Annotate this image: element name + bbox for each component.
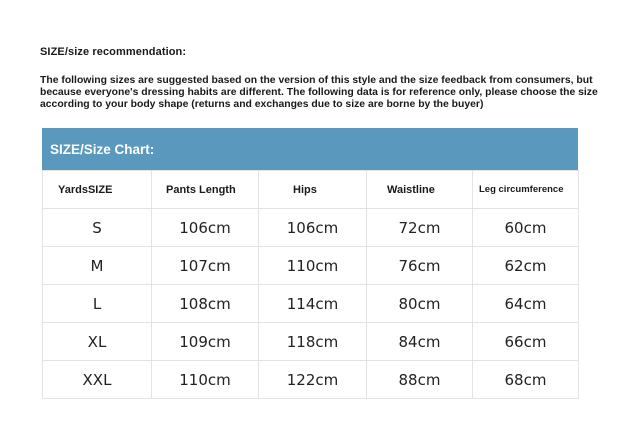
waistline-cell: 76cm <box>367 247 473 285</box>
waistline-cell: 84cm <box>367 323 473 361</box>
table-row <box>43 247 579 285</box>
hips-cell: 106cm <box>259 209 367 247</box>
recommendation-heading: SIZE/size recommendation: <box>40 46 187 58</box>
size-cell: L <box>43 285 152 323</box>
leg-circumference-cell: 60cm <box>473 209 579 247</box>
size-table-header-row <box>43 171 579 209</box>
size-table <box>42 170 579 399</box>
hips-cell: 110cm <box>259 247 367 285</box>
hips-cell: 122cm <box>259 361 367 399</box>
waistline-cell: 72cm <box>367 209 473 247</box>
leg-circumference-cell: 68cm <box>473 361 579 399</box>
pants-length-cell: 106cm <box>152 209 259 247</box>
column-header-waistline: Waistline <box>367 171 473 209</box>
column-header-hips: Hips <box>259 171 367 209</box>
leg-circumference-cell: 66cm <box>473 323 579 361</box>
pants-length-cell: 108cm <box>152 285 259 323</box>
leg-circumference-cell: 62cm <box>473 247 579 285</box>
column-header-size: YardsSIZE <box>43 171 152 209</box>
waistline-cell: 80cm <box>367 285 473 323</box>
table-row <box>43 285 579 323</box>
size-cell: XXL <box>43 361 152 399</box>
recommendation-text: The following sizes are suggested based on the version of this style and the size feedback from consumers, but because everyone's dressing habits are different. The following data is for reference only, please choose the size according to your body shape (returns and exchanges due to size are borne by the buyer) <box>40 75 598 110</box>
hips-cell: 114cm <box>259 285 367 323</box>
waistline-cell: 88cm <box>367 361 473 399</box>
table-row <box>43 209 579 247</box>
table-row <box>43 361 579 399</box>
table-row <box>43 323 579 361</box>
hips-cell: 118cm <box>259 323 367 361</box>
size-cell: S <box>43 209 152 247</box>
pants-length-cell: 107cm <box>152 247 259 285</box>
pants-length-cell: 109cm <box>152 323 259 361</box>
leg-circumference-cell: 64cm <box>473 285 579 323</box>
column-header-pants-length: Pants Length <box>152 171 259 209</box>
size-chart-title: SIZE/Size Chart: <box>42 128 578 170</box>
size-chart <box>42 128 578 399</box>
size-cell: M <box>43 247 152 285</box>
size-cell: XL <box>43 323 152 361</box>
column-header-leg-circumference: Leg circumference <box>473 171 579 209</box>
pants-length-cell: 110cm <box>152 361 259 399</box>
